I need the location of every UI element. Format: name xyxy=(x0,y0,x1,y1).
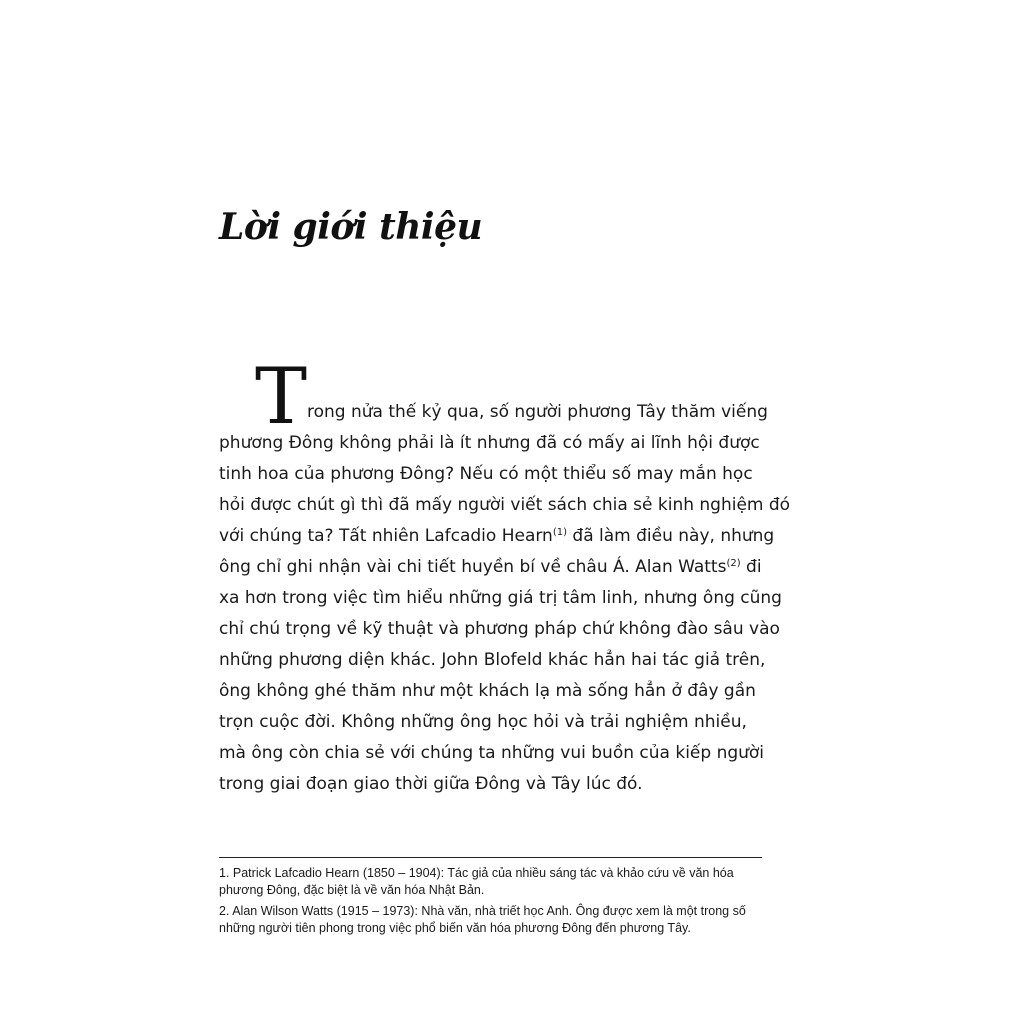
body-line: trọn cuộc đời. Không những ông học hỏi và trải nghiệm nhiều, xyxy=(219,712,747,732)
body-line: những phương diện khác. John Blofeld khác hẳn hai tác giả trên, xyxy=(219,650,766,670)
body-line: ông không ghé thăm như một khách lạ mà sống hẳn ở đây gần xyxy=(219,681,756,701)
body-line: trong giai đoạn giao thời giữa Đông và Tây lúc đó. xyxy=(219,774,643,794)
footnote-divider xyxy=(219,857,762,858)
body-line: phương Đông không phải là ít nhưng đã có mấy ai lĩnh hội được xyxy=(219,433,760,453)
body-line-part: đi xyxy=(746,557,762,577)
drop-cap: T xyxy=(255,352,308,442)
body-line: rong nửa thế kỷ qua, số người phương Tây thăm viếng xyxy=(307,402,768,422)
footnotes xyxy=(219,865,767,941)
body-line: chỉ chú trọng về kỹ thuật và phương pháp chứ không đào sâu vào xyxy=(219,619,780,639)
body-line: xa hơn trong việc tìm hiểu những giá trị tâm linh, nhưng ông cũng xyxy=(219,588,782,608)
body-line: tinh hoa của phương Đông? Nếu có một thiểu số may mắn học xyxy=(219,464,753,484)
body-line: hỏi được chút gì thì đã mấy người viết sách chia sẻ kinh nghiệm đó xyxy=(219,495,791,515)
body-line: mà ông còn chia sẻ với chúng ta những vui buồn của kiếp người xyxy=(219,743,765,763)
body-line-part: đã làm điều này, nhưng xyxy=(572,526,775,546)
body-line-part: ông chỉ ghi nhận vài chi tiết huyền bí về châu Á. Alan Watts xyxy=(219,557,727,577)
first-line xyxy=(219,352,768,442)
body-line xyxy=(219,552,767,583)
footnote-1: 1. Patrick Lafcadio Hearn (1850 – 1904): Tác giả của nhiều sáng tác và khảo cứu về văn hóa phương Đông, đặc biệt là về văn hóa Nhật Bản. xyxy=(219,866,734,897)
chapter-title: Lời giới thiệu xyxy=(219,206,483,248)
body-line xyxy=(219,521,775,552)
body-line-part: với chúng ta? Tất nhiên Lafcadio Hearn xyxy=(219,526,553,546)
footnote-ref-1[interactable]: (1) xyxy=(552,527,567,538)
footnote-2: 2. Alan Wilson Watts (1915 – 1973): Nhà văn, nhà triết học Anh. Ông được xem là một trong số những người tiên phong trong việc phổ biến văn hóa phương Đông đến phương Tây. xyxy=(219,904,746,935)
body-paragraph xyxy=(219,352,791,800)
footnote-ref-2[interactable]: (2) xyxy=(726,558,741,569)
